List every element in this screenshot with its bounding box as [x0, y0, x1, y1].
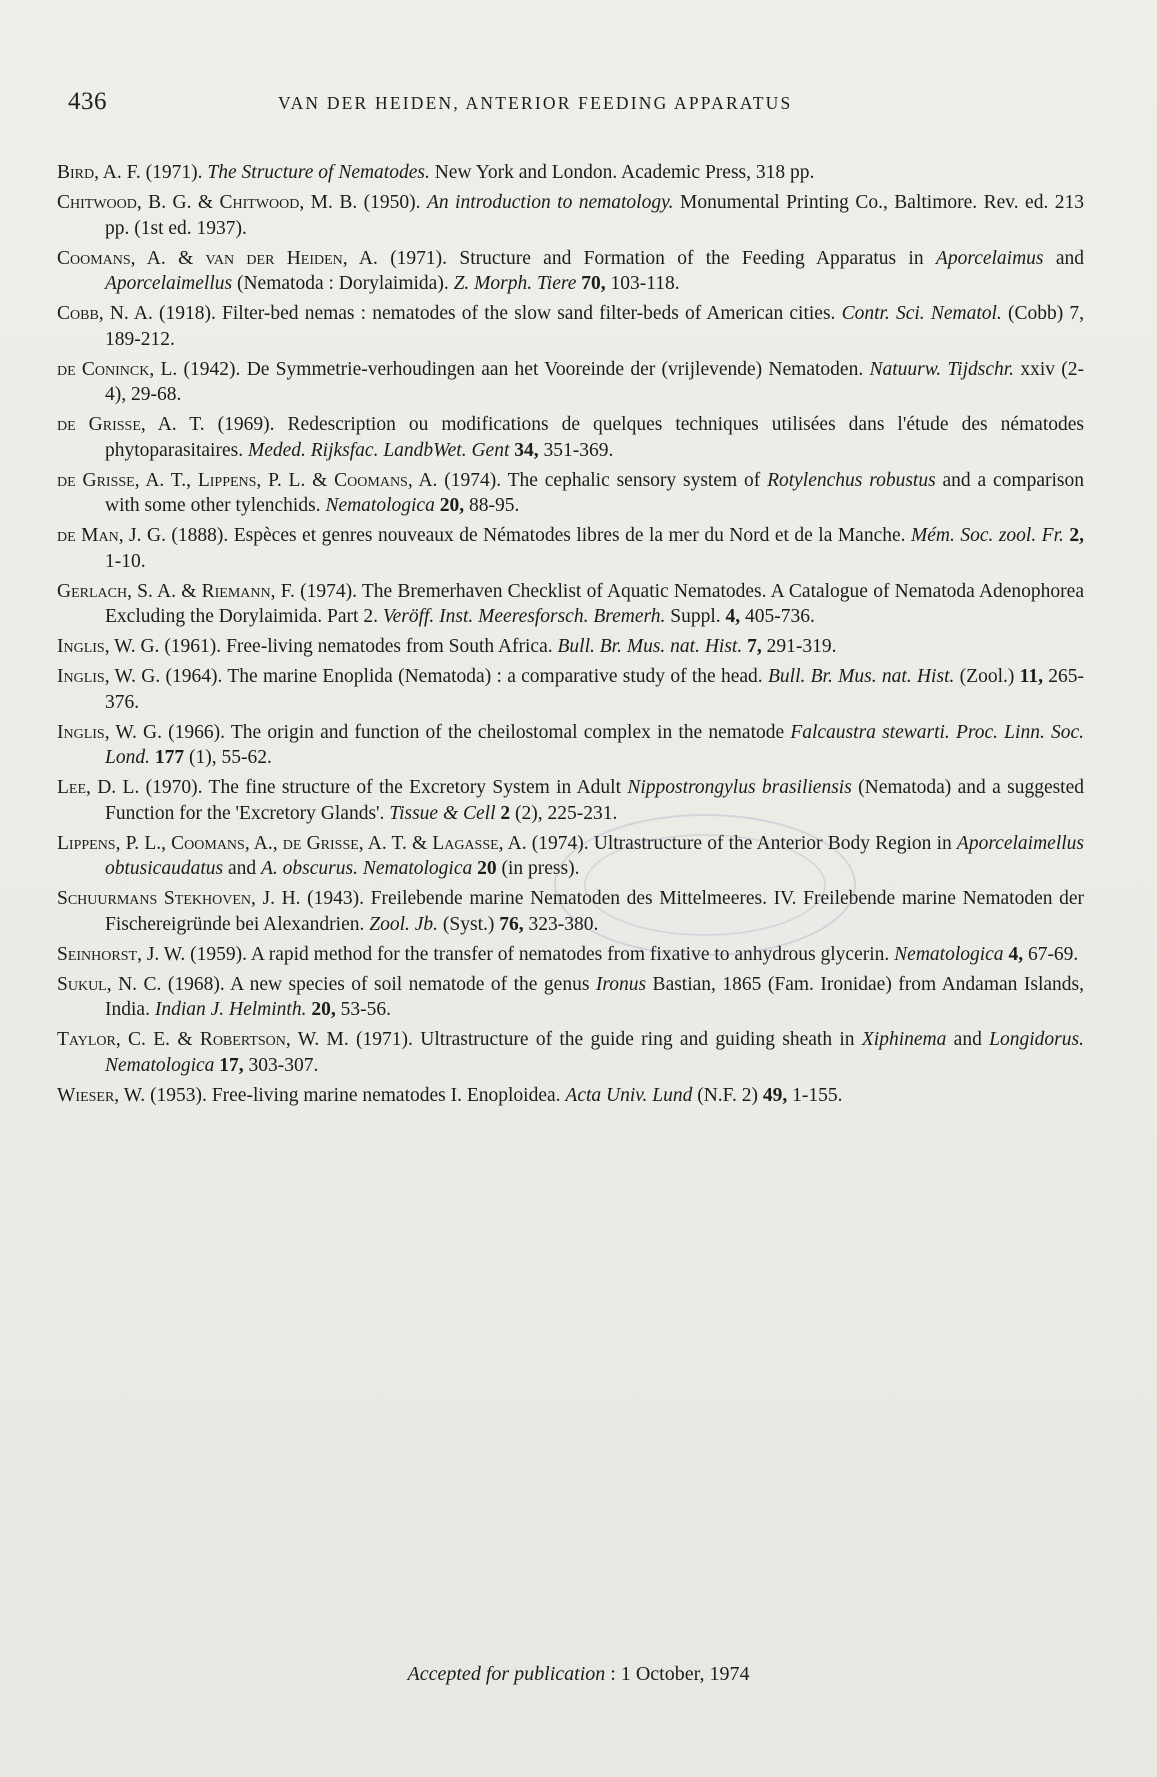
reference-item: Chitwood, B. G. & Chitwood, M. B. (1950). An introduction to nematology. Monumental Printing Co., Baltimore. Rev. ed. 213 pp. (1st ed. 1937).	[57, 192, 1085, 239]
reference-item: Sukul, N. C. (1968). A new species of soil nematode of the genus Ironus Bastian, 1865 (Fam. Ironidae) from Andaman Islands, India. Indian J. Helminth. 20, 53-56.	[57, 973, 1084, 1020]
reference-author: Cobb, N. A.	[57, 303, 153, 324]
reference-item: Lippens, P. L., Coomans, A., de Grisse, A. T. & Lagasse, A. (1974). Ultrastructure of the Anterior Body Region in Aporcelaimellus obtusicaudatus and A. obscurus. Nematologica 20 (in press).	[57, 832, 1084, 879]
reference-item: Schuurmans Stekhoven, J. H. (1943). Freilebende marine Nematoden des Mittelmeeres. IV. Freilebende marine Nematoden der Fischereigründe bei Alexandrien. Zool. Jb. (Syst.) 76, 323-380.	[57, 888, 1084, 935]
reference-author: de Grisse, A. T., Lippens, P. L. & Coomans, A.	[57, 469, 438, 491]
reference-journal: Nematologica	[894, 943, 1004, 965]
reference-item: Lee, D. L. (1970). The fine structure of the Excretory System in Adult Nippostrongylus brasiliensis (Nematoda) and a suggested Function for the 'Excretory Glands'. Tissue & Cell 2 (2), 225-231.	[57, 777, 1085, 824]
page-number: 436	[68, 88, 107, 115]
reference-journal: Acta Univ. Lund	[565, 1084, 693, 1106]
reference-journal: Nematologica	[362, 858, 473, 879]
reference-item: Gerlach, S. A. & Riemann, F. (1974). The Bremerhaven Checklist of Aquatic Nematodes. A Catalogue of Nematoda Adenophorea Excluding the Dorylaimida. Part 2. Veröff. Inst. Meeresforsch. Bremerh. Suppl. 4, 405-736.	[57, 580, 1084, 627]
reference-journal: Mém. Soc. zool. Fr.	[910, 525, 1064, 546]
reference-author: de Coninck, L.	[57, 358, 178, 380]
reference-item: de Coninck, L. (1942). De Symmetrie-verhoudingen aan het Vooreinde der (vrijlevende) Nematoden. Natuurw. Tijdschr. xxiv (2-4), 29-68.	[57, 358, 1084, 405]
reference-item: Seinhorst, J. W. (1959). A rapid method for the transfer of nematodes from fixative to anhydrous glycerin. Nematologica 4, 67-69.	[57, 943, 1079, 965]
reference-author: Sukul, N. C.	[57, 973, 162, 995]
reference-item: Inglis, W. G. (1964). The marine Enoplida (Nematoda) : a comparative study of the head. Bull. Br. Mus. nat. Hist. (Zool.) 11, 265-376.	[57, 666, 1085, 713]
reference-item: Cobb, N. A. (1918). Filter-bed nemas : nematodes of the slow sand filter-beds of American cities. Contr. Sci. Nematol. (Cobb) 7, 189-212.	[57, 303, 1084, 350]
reference-author: Seinhorst, J. W.	[57, 943, 186, 965]
reference-journal: Proc. Linn. Soc. Lond.	[105, 721, 1085, 768]
reference-title: The Structure of Nematodes.	[207, 162, 430, 183]
reference-journal: Bull. Br. Mus. nat. Hist.	[767, 666, 955, 687]
reference-journal: Veröff. Inst. Meeresforsch. Bremerh.	[382, 606, 666, 627]
reference-author: Wieser, W.	[57, 1084, 146, 1106]
acceptance-note: Accepted for publication : 1 October, 1974	[407, 1663, 750, 1685]
reference-journal: Indian J. Helminth.	[154, 999, 307, 1020]
reference-journal: Tissue & Cell	[389, 802, 496, 824]
reference-author: Coomans, A. & van der Heiden, A.	[57, 247, 378, 269]
reference-journal: Nematologica	[325, 495, 435, 516]
reference-author: de Man, J. G.	[57, 525, 166, 546]
reference-journal: Z. Morph. Tiere	[453, 273, 577, 294]
reference-item: Inglis, W. G. (1961). Free-living nematodes from South Africa. Bull. Br. Mus. nat. Hist. 7, 291-319.	[57, 636, 837, 657]
reference-item: Coomans, A. & van der Heiden, A. (1971). Structure and Formation of the Feeding Apparatus in Aporcelaimus and Aporcelaimellus (Nematoda : Dorylaimida). Z. Morph. Tiere 70, 103-118.	[57, 247, 1084, 294]
reference-author: Inglis, W. G.	[57, 636, 160, 657]
reference-item: Bird, A. F. (1971). The Structure of Nematodes. New York and London. Academic Press, 318 pp.	[57, 162, 815, 183]
reference-title: An introduction to nematology.	[426, 192, 674, 213]
reference-author: Lee, D. L.	[57, 777, 140, 798]
reference-item: de Man, J. G. (1888). Espèces et genres nouveaux de Nématodes libres de la mer du Nord et de la Manche. Mém. Soc. zool. Fr. 2, 1-10.	[57, 525, 1084, 572]
reference-item: Taylor, C. E. & Robertson, W. M. (1971). Ultrastructure of the guide ring and guiding sheath in Xiphinema and Longidorus. Nematologica 17, 303-307.	[57, 1029, 1084, 1076]
reference-item: Wieser, W. (1953). Free-living marine nematodes I. Enoploidea. Acta Univ. Lund (N.F. 2) 49, 1-155.	[57, 1084, 843, 1106]
reference-list	[57, 160, 1084, 1113]
reference-journal: Contr. Sci. Nematol.	[841, 303, 1002, 324]
reference-journal: Bull. Br. Mus. nat. Hist.	[557, 636, 743, 657]
reference-journal: Nematologica	[105, 1054, 215, 1076]
reference-journal: Natuurw. Tijdschr.	[869, 358, 1015, 380]
reference-journal: Zool. Jb.	[369, 913, 439, 935]
reference-author: Inglis, W. G.	[57, 666, 161, 687]
reference-author: Inglis, W. G.	[57, 721, 163, 743]
reference-author: Gerlach, S. A. & Riemann, F.	[57, 580, 295, 602]
reference-item: Inglis, W. G. (1966). The origin and function of the cheilostomal complex in the nematode Falcaustra stewarti. Proc. Linn. Soc. Lond. 177 (1), 55-62.	[57, 721, 1085, 768]
reference-author: Chitwood, B. G. & Chitwood, M. B.	[57, 192, 358, 213]
reference-item: de Grisse, A. T. (1969). Redescription ou modifications de quelques techniques utilisées dans l'étude des nématodes phytoparasitaires. Meded. Rijksfac. LandbWet. Gent 34, 351-369.	[57, 414, 1084, 461]
acceptance-label: Accepted for publication	[407, 1663, 606, 1685]
reference-journal: Meded. Rijksfac. LandbWet. Gent	[247, 439, 510, 461]
reference-author: de Grisse, A. T.	[57, 414, 205, 435]
acceptance-date: 1 October, 1974	[620, 1663, 750, 1685]
reference-author: Schuurmans Stekhoven, J. H.	[57, 888, 301, 909]
running-head: VAN DER HEIDEN, ANTERIOR FEEDING APPARATUS	[278, 93, 793, 113]
page-header	[68, 88, 1089, 128]
reference-author: Lippens, P. L., Coomans, A., de Grisse, A. T. & Lagasse, A.	[57, 832, 527, 854]
reference-item: de Grisse, A. T., Lippens, P. L. & Coomans, A. (1974). The cephalic sensory system of Rotylenchus robustus and a comparison with some other tylenchids. Nematologica 20, 88-95.	[57, 469, 1084, 516]
reference-author: Bird, A. F.	[57, 162, 141, 183]
reference-author: Taylor, C. E. & Robertson, W. M.	[57, 1029, 349, 1050]
